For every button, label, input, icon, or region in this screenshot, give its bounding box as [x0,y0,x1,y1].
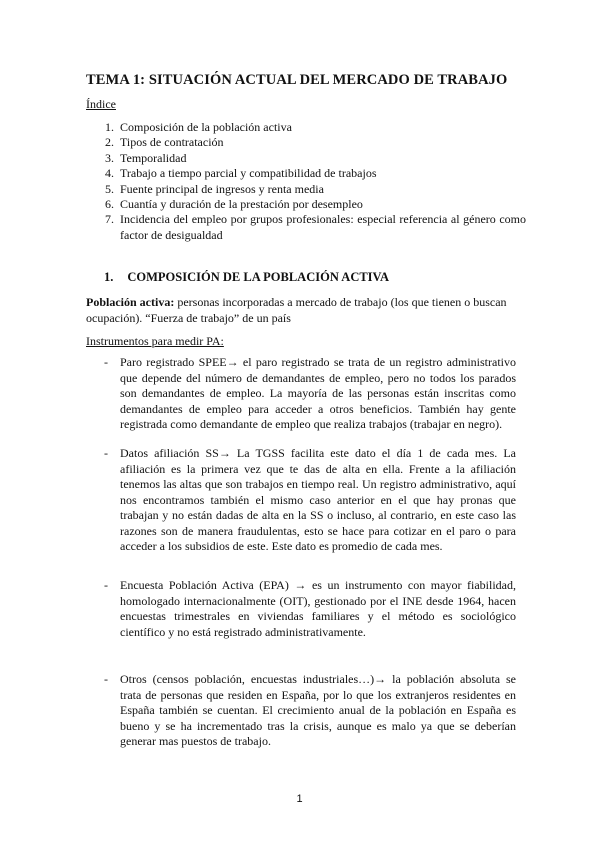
index-item: 6. Cuantía y duración de la prestación por desempleo [105,197,363,212]
index-item: 5. Fuente principal de ingresos y renta media [105,181,324,196]
poblacion-activa-paragraph [86,294,516,326]
list-item-text: Otros (censos población, encuestas industriales…)→ la población absoluta se trata de personas que residen en España, por lo que los extranjeros residentes en España también se cuentan. El crecimiento anual de la población en España es bueno y se ha incrementado tras la crisis, aunque es malo ya que se deberían generar mas puestos de trabajo. [120,672,516,748]
index-item: 7. Incidencia del empleo por grupos profesionales: especial referencia al género como factor de desigualdad [105,212,526,242]
section-number: 1. [104,270,114,284]
list-item: - Datos afiliación SS→ La TGSS facilita este dato el día 1 de cada mes. La afiliación es la primera vez que te das de alta en ella. Frente a la afiliación tenemos las altas que son trabajos en tiempo real. Un registro administrativo, aquí nos encontramos también el mismo caso anterior en el que hay pronas que trabajan y no están dadas de alta en la SS o incluso, al contrario, en este caso las razones son de manera fraudulentas, esto se hace para cotizar en el paro o para acceder a los subsidios de este. Este dato es promedio de cada mes. [104,446,516,553]
list-item-text: Datos afiliación SS→ La TGSS facilita este dato el día 1 de cada mes. La afiliación es la primera vez que te das de alta en ella. Frente a la afiliación tenemos las altas que son trabajos en tiempo real. Un registro administrativo, aquí nos encontramos también el mismo caso anterior en el que hay pronas que trabajan y no están dadas de alta en la SS o incluso, al contrario, en este caso las razones son de manera fraudulentas, esto se hace para cotizar en el paro o para acceder a los subsidios de este. Este dato es promedio de cada mes. [120,446,516,553]
page-number: 1 [296,793,303,805]
poblacion-activa-term: Población activa: [86,295,175,309]
index-item: 3. Temporalidad [105,150,187,165]
list-item: - Otros (censos población, encuestas industriales…)→ la población absoluta se trata de personas que residen en España, por lo que los extranjeros residentes en España también se cuentan. El crecimiento anual de la población en España es bueno y se ha incrementado tras la crisis, aunque es malo ya que se deberían generar mas puestos de trabajo. [104,672,516,748]
list-item-text: Encuesta Población Activa (EPA) → es un instrumento con mayor fiabilidad, homologado internacionalmente (OIT), gestionado por el INE desde 1964, hacen encuestas trimestrales en viviendas familiares y el método es sociológico científico y no está registrado administrativamente. [120,578,516,639]
index-item: 2. Tipos de contratación [105,135,224,150]
section-title: COMPOSICIÓN DE LA POBLACIÓN ACTIVA [127,270,389,284]
instrumentos-heading: Instrumentos para medir PA: [86,334,224,348]
index-item: 4. Trabajo a tiempo parcial y compatibilidad de trabajos [105,166,377,181]
index-list [86,120,526,243]
index-heading: Índice [86,97,116,111]
section-heading [104,270,389,285]
index-item: 1. Composición de la población activa [105,120,292,134]
list-item: - Encuesta Población Activa (EPA) → es un instrumento con mayor fiabilidad, homologado internacionalmente (OIT), gestionado por el INE desde 1964, hacen encuestas trimestrales en viviendas familiares y el método es sociológico científico y no está registrado administrativamente. [104,578,516,639]
list-item-text: Paro registrado SPEE→ el paro registrado se trata de un registro administrativo que depende del número de demandantes de empleo, pero no todos los parados son demandantes de empleo. La mayoría de las personas están inscritas como demandantes de empleo para acceder a otros beneficios. También hay gente registrada como demandante de empleo que realiza trabajos (trabajar en negro). [120,355,516,431]
document-title: TEMA 1: SITUACIÓN ACTUAL DEL MERCADO DE TRABAJO [86,72,508,88]
list-item: - Paro registrado SPEE→ el paro registrado se trata de un registro administrativo que depende del número de demandantes de empleo, pero no todos los parados son demandantes de empleo. La mayoría de las personas están inscritas como demandantes de empleo para acceder a otros beneficios. También hay gente registrada como demandante de empleo que realiza trabajos (trabajar en negro). [104,355,516,431]
poblacion-activa-definition: personas incorporadas a mercado de trabajo (los que tienen o buscan ocupación). “Fuerza de trabajo” de un país [86,295,507,325]
